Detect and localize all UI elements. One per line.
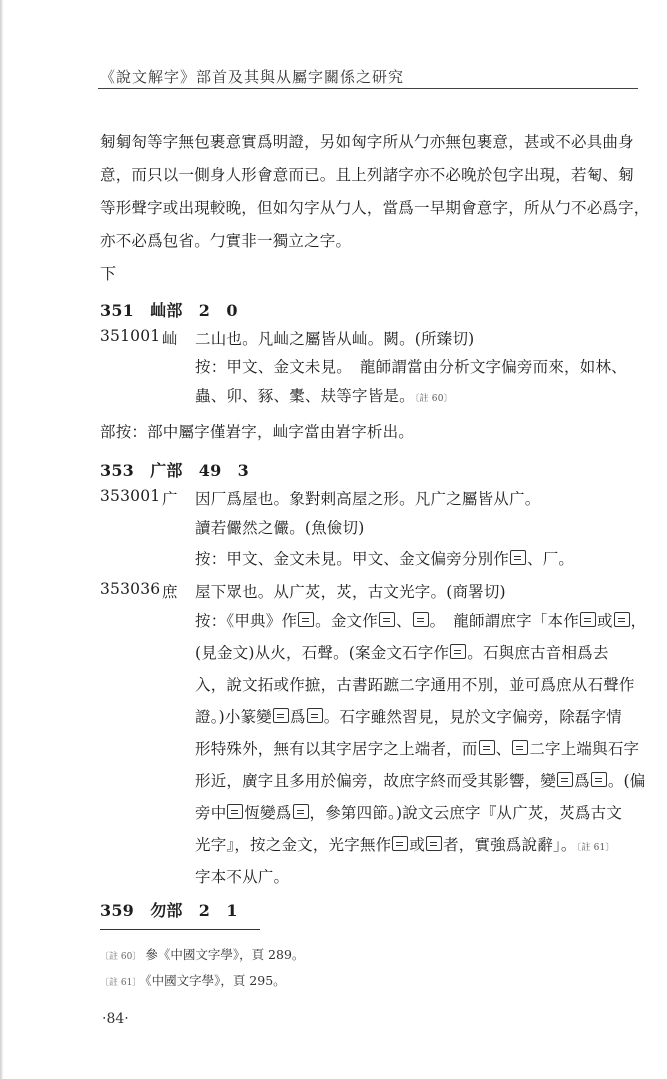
section-351-summary: 部按：部中屬字僅㟒字，屾字當由㟒字析出。 [100, 423, 415, 441]
entry-353001-code: 353001 [100, 487, 161, 505]
ancient-glyph-icon [413, 612, 429, 627]
ancient-glyph-icon [479, 740, 495, 755]
entry-353001-note-tail: 、厂。 [527, 550, 575, 568]
ancient-glyph-icon [450, 644, 466, 659]
entry-351001-note-text: 蟲、卯、豩、㯻、㚘等字皆是。 [195, 387, 415, 405]
ancient-glyph-icon [273, 708, 289, 723]
note-text: ， [630, 612, 647, 630]
section-353-heading: 353 广部 49 3 [100, 461, 249, 480]
ancient-glyph-icon [307, 708, 323, 723]
footnote-tag: 〔註 60〕 [100, 952, 142, 962]
header-rule [98, 88, 638, 89]
entry-353001-char: 广 [162, 490, 178, 508]
entry-353036-char: 庶 [162, 583, 178, 601]
ancient-glyph-icon [580, 612, 596, 627]
ancient-glyph-icon [591, 772, 607, 787]
ancient-glyph-icon [512, 740, 528, 755]
note-text: 爲 [290, 708, 306, 726]
note-text: 、 [495, 740, 512, 758]
section-mark: 下 [100, 264, 117, 283]
ancient-glyph-icon [510, 550, 526, 565]
note-text: 。金文作 [315, 612, 378, 630]
entry-353036-note-line-1 [195, 609, 646, 631]
note-text: 、 [395, 612, 412, 630]
entry-351001-definition: 二山也。凡屾之屬皆从屾。闕。(所臻切) [195, 330, 475, 348]
entry-351001-note-line-2 [195, 384, 453, 406]
intro-line-4: 亦不必爲包省。勹實非一獨立之字。 [100, 232, 352, 250]
page-edge [0, 0, 3, 1079]
intro-line-1: 匑匔匌等字無包裹意實爲明證，另如匈字所从勹亦無包裹意，甚或不必具曲身 [100, 133, 634, 151]
running-head: 《說文解字》部首及其與从屬字關係之研究 [100, 68, 405, 86]
footnote-ref-60[interactable]: 〔註 60〕 [414, 394, 453, 404]
entry-351001-code: 351001 [100, 327, 161, 345]
intro-line-3: 等形聲字或出現較晚，但如勽字从勹人，當爲一早期會意字，所从勹不必爲字， [100, 199, 650, 217]
note-text: 或 [409, 836, 426, 854]
entry-353036-note-line-4 [195, 705, 622, 727]
ancient-glyph-icon [392, 836, 408, 851]
ancient-glyph-icon [426, 836, 442, 851]
entry-353001-reading: 讀若儼然之儼。(魚儉切) [195, 519, 365, 537]
entry-353036-note-line-8 [195, 833, 615, 855]
entry-353036-note-line-7 [195, 801, 622, 823]
note-text: 。石字雖然習見，見於文字偏旁，除磊字情 [323, 708, 623, 726]
ancient-glyph-icon [227, 804, 243, 819]
note-text: 按：《甲典》作 [195, 612, 298, 630]
entry-351001-note-line-1: 按：甲文、金文未見。 龍師謂當由分析文字偏旁而來，如林、 [195, 358, 627, 376]
note-text: 。 龍師謂庶字「本作 [429, 612, 579, 630]
note-text: 或 [596, 612, 613, 630]
note-text: 恆變爲 [244, 804, 292, 822]
note-text: 者，實強爲說辭」。 [443, 836, 577, 854]
ancient-glyph-icon [293, 804, 309, 819]
ancient-glyph-icon [298, 612, 314, 627]
note-text: 爲 [574, 772, 590, 790]
entry-353001-note-text: 按：甲文、金文未見。甲文、金文偏旁分別作 [195, 550, 510, 568]
footnote-text: 《中國文字學》，頁 295。 [145, 973, 286, 988]
page-number: ‧84‧ [102, 1011, 129, 1027]
note-text: (見金文)从火，石聲。(案金文石字作 [195, 644, 450, 662]
ancient-glyph-icon [379, 612, 395, 627]
section-359-heading: 359 勿部 2 1 [100, 901, 238, 920]
entry-353036-note-line-2 [195, 641, 609, 663]
note-text: 光字』，按之金文，光字無作 [195, 836, 392, 854]
note-text: 形特殊外，無有以其字居字之上端者，而 [195, 740, 478, 758]
entry-353036-definition: 屋下眾也。从广炗，炗，古文光字。(商署切) [195, 583, 506, 601]
entry-353036-code: 353036 [100, 580, 161, 598]
footnote-60 [100, 945, 304, 963]
ancient-glyph-icon [614, 612, 630, 627]
intro-line-2: 意，而只以一側身人形會意而已。且上列諸字亦不必晚於包字出現，若匎、匑 [100, 166, 634, 184]
note-text: 二字上端與石字 [529, 740, 640, 758]
footnote-ref-61[interactable]: 〔註 61〕 [576, 843, 615, 853]
footnote-tag: 〔註 61〕 [100, 978, 142, 988]
entry-353036-note-line-9: 字本不从广。 [195, 868, 290, 886]
note-text: 形近，廣字且多用於偏旁，故庶字終而受其影響，變 [195, 772, 557, 790]
entry-353036-note-line-6 [195, 769, 645, 791]
footnote-text: 參《中國文字學》，頁 289。 [145, 947, 305, 962]
footnote-61 [100, 971, 286, 989]
entry-353001-definition: 因厂爲屋也。象對剌高屋之形。凡广之屬皆从广。 [195, 490, 541, 508]
section-351-heading: 351 屾部 2 0 [100, 301, 238, 320]
ancient-glyph-icon [557, 772, 573, 787]
entry-351001-char: 屾 [162, 330, 178, 348]
note-text: ，參第四節。)說文云庶字『从广炗，炗爲古文 [309, 804, 623, 822]
entry-353001-note [195, 547, 574, 569]
entry-353036-note-line-5 [195, 737, 639, 759]
footnote-rule [100, 929, 260, 930]
note-text: 旁中 [195, 804, 227, 822]
note-text: 。(偏 [607, 772, 646, 790]
entry-353036-note-line-3: 入，說文拓或作摭，古書跖蹠二字通用不別，並可爲庶从石聲作 [195, 676, 635, 694]
note-text: 。石與庶古音相爲去 [467, 644, 609, 662]
note-text: 證。)小篆變 [195, 708, 272, 726]
